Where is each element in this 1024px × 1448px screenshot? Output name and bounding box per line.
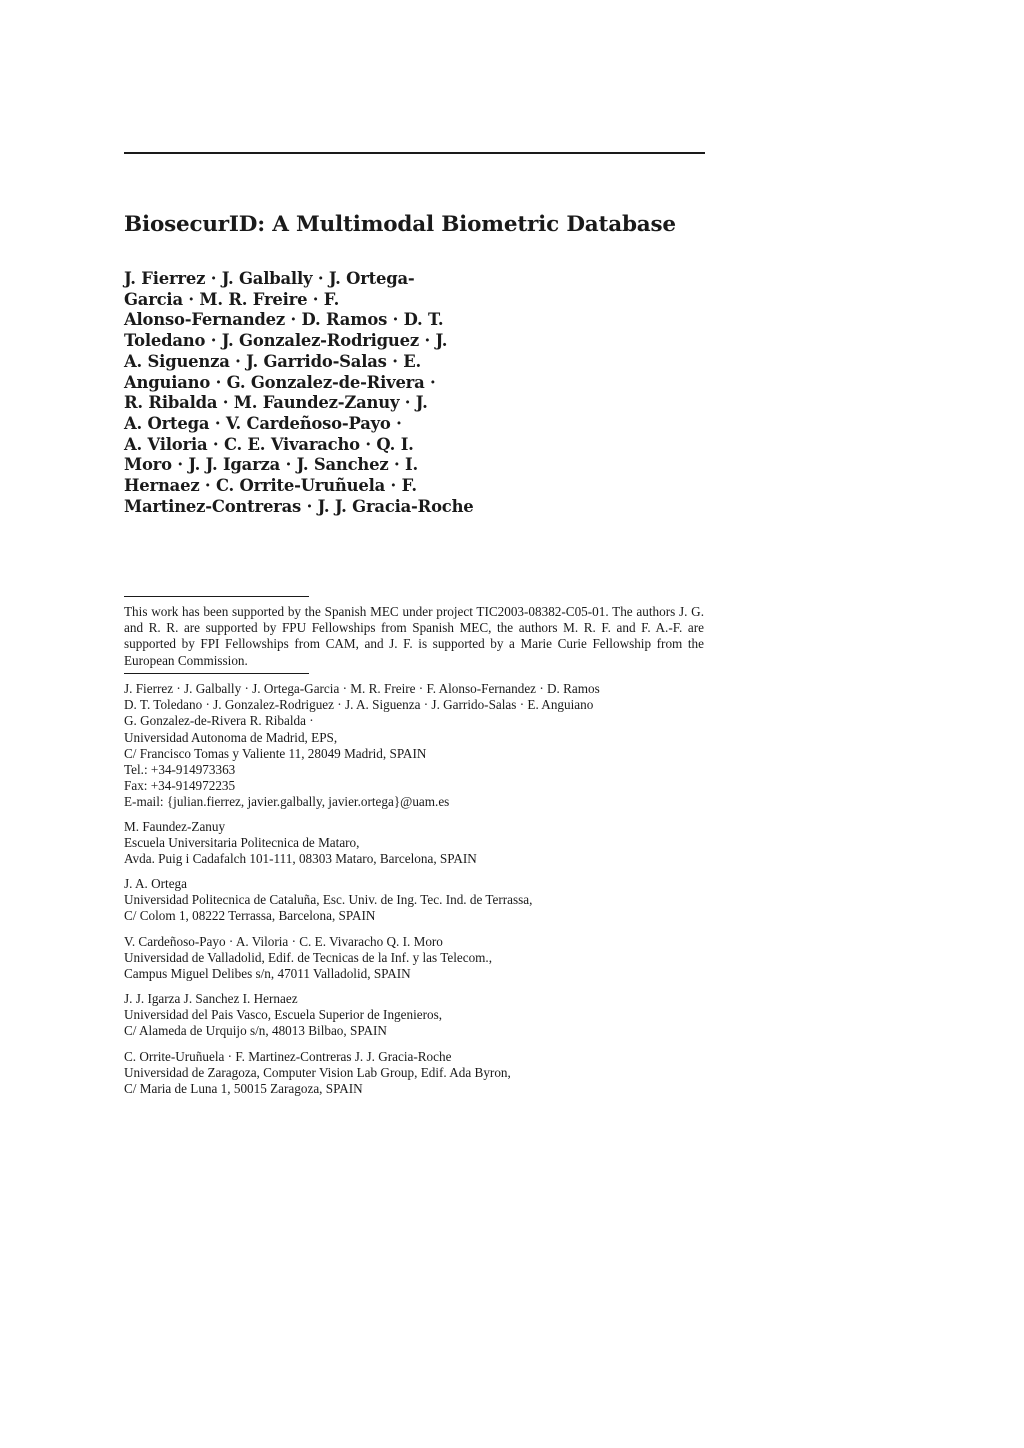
affiliation-address: C/ Francisco Tomas y Valiente 11, 28049 Madrid, SPAIN — [124, 745, 427, 761]
header-rule — [124, 152, 705, 154]
funding-note: This work has been supported by the Spanish MEC under project TIC2003-08382-C05-01. The authors J. G. and R. R. are supported by FPU Fellowships from Spanish MEC, the authors M. R. F. and F. A.-F. are supported by FPI Fellowships from CAM, and J. F. is supported by a Marie Curie Fellowship from the European Commission. — [124, 604, 704, 668]
affiliation-address: Avda. Puig i Cadafalch 101-111, 08303 Mataro, Barcelona, SPAIN — [124, 851, 477, 867]
affiliation-mataro — [124, 819, 724, 868]
author-line: Anguiano · G. Gonzalez-de-Rivera · — [124, 372, 436, 392]
affiliation-authors: G. Gonzalez-de-Rivera R. Ribalda · — [124, 713, 314, 729]
affiliation-authors: J. J. Igarza J. Sanchez I. Hernaez — [124, 991, 298, 1006]
author-line: R. Ribalda · M. Faundez-Zanuy · J. — [124, 393, 428, 413]
author-line: Hernaez · C. Orrite-Uruñuela · F. — [124, 476, 417, 496]
author-list — [124, 269, 524, 517]
author-line: A. Viloria · C. E. Vivaracho · Q. I. — [124, 434, 414, 454]
author-line: Alonso-Fernandez · D. Ramos · D. T. — [124, 310, 444, 330]
affiliation-fax: Fax: +34-914972235 — [124, 778, 236, 794]
author-line: A. Siguenza · J. Garrido-Salas · E. — [124, 351, 422, 371]
author-line: Moro · J. J. Igarza · J. Sanchez · I. — [124, 455, 418, 475]
affiliation-address: C/ Maria de Luna 1, 50015 Zaragoza, SPAIN — [124, 1081, 363, 1097]
affiliation-phone: Tel.: +34-914973363 — [124, 762, 236, 778]
author-line: A. Ortega · V. Cardeñoso-Payo · — [124, 413, 402, 433]
affiliation-institution: Universidad del Pais Vasco, Escuela Superior de Ingenieros, — [124, 1007, 443, 1023]
affiliation-authors: D. T. Toledano · J. Gonzalez-Rodriguez · J. A. Siguenza · J. Garrido-Salas · E. Anguiano — [124, 697, 594, 713]
author-line: J. Fierrez · J. Galbally · J. Ortega- — [124, 269, 415, 288]
affiliation-authors: J. A. Ortega — [124, 876, 187, 891]
affiliation-authors: V. Cardeñoso-Payo · A. Viloria · C. E. Vivaracho Q. I. Moro — [124, 934, 443, 949]
author-line: Toledano · J. Gonzalez-Rodriguez · J. — [124, 331, 448, 351]
affiliation-institution: Universidad Autonoma de Madrid, EPS, — [124, 729, 338, 745]
affiliation-terrassa — [124, 876, 724, 925]
affiliation-institution: Escuela Universitaria Politecnica de Mataro, — [124, 835, 360, 851]
paper-title: BiosecurID: A Multimodal Biometric Database — [124, 212, 676, 237]
footnote-rule — [124, 596, 309, 597]
affiliation-institution: Universidad de Zaragoza, Computer Vision Lab Group, Edif. Ada Byron, — [124, 1065, 511, 1081]
affiliation-institution: Universidad de Valladolid, Edif. de Tecnicas de la Inf. y las Telecom., — [124, 950, 493, 966]
affiliation-bilbao — [124, 991, 724, 1040]
affiliation-authors: C. Orrite-Uruñuela · F. Martinez-Contreras J. J. Gracia-Roche — [124, 1049, 452, 1064]
affiliation-uam — [124, 681, 724, 811]
affiliation-address: C/ Alameda de Urquijo s/n, 48013 Bilbao, SPAIN — [124, 1023, 387, 1039]
affiliation-institution: Universidad Politecnica de Cataluña, Esc. Univ. de Ing. Tec. Ind. de Terrassa, — [124, 892, 533, 908]
author-line: Martinez-Contreras · J. J. Gracia-Roche — [124, 496, 474, 516]
affiliation-email: E-mail: {julian.fierrez, javier.galbally, javier.ortega}@uam.es — [124, 794, 450, 810]
affiliation-authors: J. Fierrez · J. Galbally · J. Ortega-Garcia · M. R. Freire · F. Alonso-Fernandez · D. Ramos — [124, 681, 600, 696]
affiliation-address: C/ Colom 1, 08222 Terrassa, Barcelona, SPAIN — [124, 908, 376, 924]
author-line: Garcia · M. R. Freire · F. — [124, 289, 340, 309]
affiliation-address: Campus Miguel Delibes s/n, 47011 Valladolid, SPAIN — [124, 966, 411, 982]
affiliation-zaragoza — [124, 1049, 724, 1098]
affiliation-valladolid — [124, 934, 724, 983]
affiliation-authors: M. Faundez-Zanuy — [124, 819, 226, 834]
footnote-rule — [124, 673, 309, 674]
